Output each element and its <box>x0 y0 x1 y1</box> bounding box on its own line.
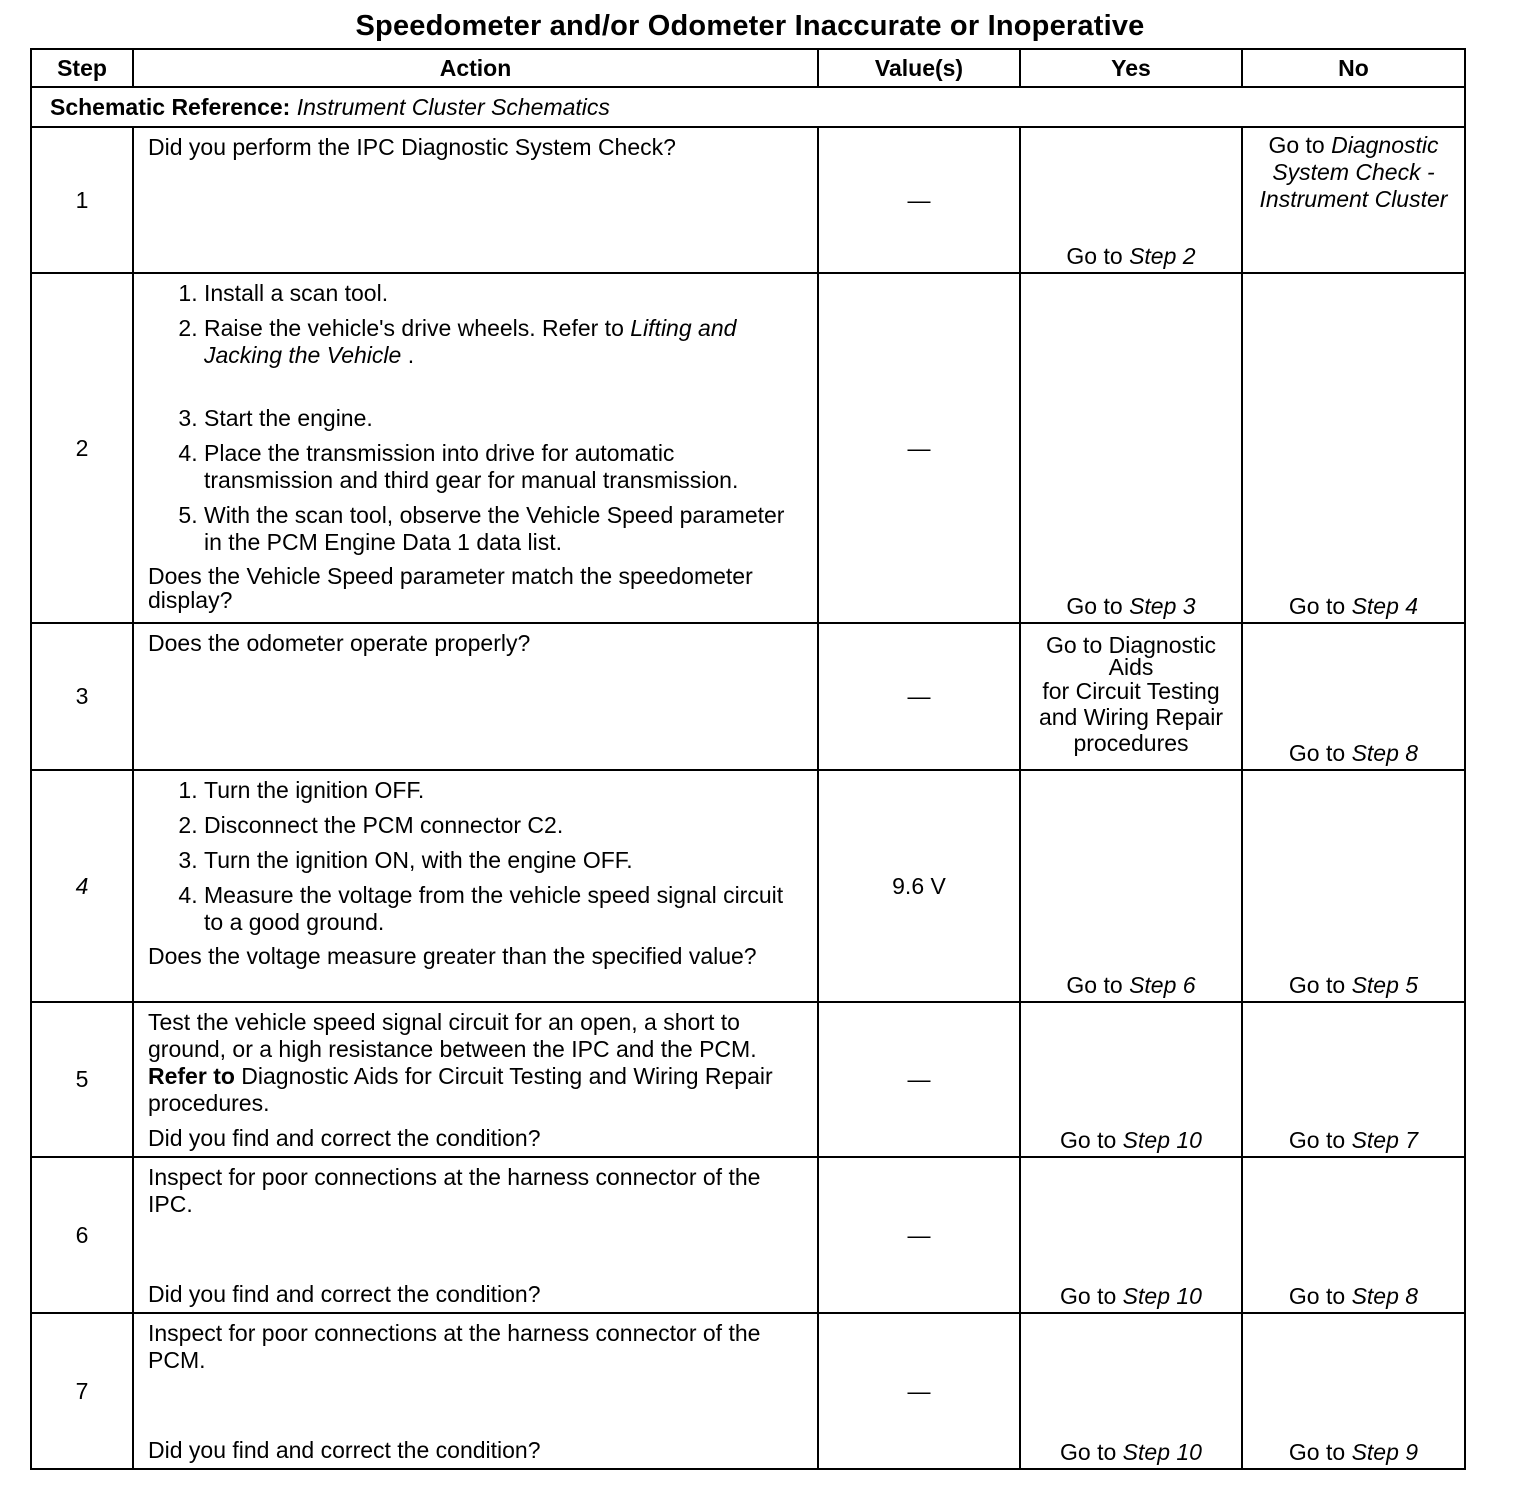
header-yes: Yes <box>1020 49 1242 87</box>
action-step: 2. Raise the vehicle's drive wheels. Refer to Lifting and Jacking the Vehicle . <box>204 315 805 369</box>
table-row <box>31 623 1465 770</box>
step-number: 6 <box>31 1157 133 1313</box>
value-cell: — <box>818 1157 1020 1313</box>
yes-step-link[interactable]: Step 3 <box>1129 593 1196 619</box>
no-cell: Go to Step 7 <box>1242 1002 1465 1157</box>
action-steps <box>148 280 805 556</box>
action-steps <box>148 777 805 936</box>
yes-cell: Go to Step 2 <box>1020 127 1242 273</box>
no-cell: Go to Step 4 <box>1242 273 1465 623</box>
yes-cell[interactable] <box>1020 623 1242 770</box>
yes-cell: Go to Step 10 <box>1020 1157 1242 1313</box>
yes-step-link[interactable]: Step 10 <box>1122 1127 1202 1153</box>
lifting-link[interactable]: Lifting and Jacking the Vehicle <box>204 315 737 368</box>
yes-cell: Go to Step 6 <box>1020 770 1242 1002</box>
schematic-reference <box>31 87 1465 127</box>
action-cell <box>133 127 818 273</box>
action-step: 5. With the scan tool, observe the Vehicle Speed parameter in the PCM Engine Data 1 data list. <box>204 502 805 556</box>
value-cell: — <box>818 1002 1020 1157</box>
yes-cell: Go to Step 10 <box>1020 1002 1242 1157</box>
no-step-link[interactable]: Step 4 <box>1351 593 1419 619</box>
schematic-row <box>31 87 1465 127</box>
action-step: 4. Measure the voltage from the vehicle speed signal circuit to a good ground. <box>204 882 805 936</box>
table-row <box>31 1002 1465 1157</box>
yes-line: for Circuit Testing <box>1042 678 1220 704</box>
value-cell: 9.6 V <box>818 770 1020 1002</box>
header-row <box>31 49 1465 87</box>
action-cell <box>133 1313 818 1469</box>
action-step: 2. Disconnect the PCM connector C2. <box>204 812 805 839</box>
diagnostic-aids-link[interactable]: Diagnostic Aids for Circuit Testing and Wiring Repair procedures. <box>148 1063 773 1116</box>
yes-line: and Wiring Repair <box>1038 704 1224 730</box>
value-cell: — <box>818 1313 1020 1469</box>
no-cell: Go to Step 8 <box>1242 623 1465 770</box>
table-row <box>31 1313 1465 1469</box>
step-number: 2 <box>31 273 133 623</box>
action-question: Did you perform the IPC Diagnostic System Check? <box>148 134 676 160</box>
table-row <box>31 273 1465 623</box>
no-cell: Go to Step 5 <box>1242 770 1465 1002</box>
step-number: 1 <box>31 127 133 273</box>
no-cell: Go to Step 8 <box>1242 1157 1465 1313</box>
yes-line: procedures <box>1073 730 1189 756</box>
no-step-link[interactable]: Diagnostic System Check - Instrument Cluster <box>1259 132 1448 212</box>
no-step-link[interactable]: Step 8 <box>1351 1283 1419 1309</box>
no-step-link[interactable]: Step 8 <box>1351 740 1419 766</box>
action-step: 1. Install a scan tool. <box>204 280 805 307</box>
action-cell <box>133 1002 818 1157</box>
header-action: Action <box>133 49 818 87</box>
value-cell: — <box>818 127 1020 273</box>
header-no: No <box>1242 49 1465 87</box>
yes-step-link[interactable]: Step 2 <box>1129 243 1196 269</box>
action-question: Did you find and correct the condition? <box>148 1437 541 1463</box>
step-number: 7 <box>31 1313 133 1469</box>
yes-step-link[interactable]: Step 10 <box>1122 1439 1202 1465</box>
step-number: 5 <box>31 1002 133 1157</box>
yes-step-link[interactable]: Step 6 <box>1129 972 1196 998</box>
action-step: 4. Place the transmission into drive for automatic transmission and third gear for manual transmission. <box>204 440 805 494</box>
action-step: 3. Turn the ignition ON, with the engine OFF. <box>204 847 805 874</box>
no-cell: Go to Diagnostic System Check - Instrument Cluster <box>1242 127 1465 273</box>
action-text: Inspect for poor connections at the harness connector of the IPC. <box>148 1164 761 1217</box>
header-step: Step <box>31 49 133 87</box>
header-values: Value(s) <box>818 49 1020 87</box>
schematic-link[interactable]: Instrument Cluster Schematics <box>296 93 610 120</box>
yes-line: Go to Diagnostic <box>1045 632 1217 658</box>
action-text: Inspect for poor connections at the harness connector of the PCM. <box>148 1320 761 1373</box>
action-question: Does the voltage measure greater than the specified value? <box>148 943 757 969</box>
page-title: Speedometer and/or Odometer Inaccurate or Inoperative <box>355 10 1145 42</box>
no-step-link[interactable]: Step 7 <box>1351 1127 1419 1153</box>
yes-step-link[interactable]: Step 10 <box>1122 1283 1202 1309</box>
action-question: Did you find and correct the condition? <box>148 1125 541 1151</box>
no-cell: Go to Step 9 <box>1242 1313 1465 1469</box>
yes-line: Aids <box>1108 654 1154 680</box>
action-cell <box>133 1157 818 1313</box>
action-cell <box>133 770 818 1002</box>
action-text: Test the vehicle speed signal circuit for an open, a short to ground, or a high resistance between the IPC and the PCM. Refer to Diagnostic Aids for Circuit Testing and Wiring Repair procedures. <box>148 1009 773 1116</box>
yes-cell: Go to Step 3 <box>1020 273 1242 623</box>
diagnostic-table <box>30 48 1466 1470</box>
yes-cell: Go to Step 10 <box>1020 1313 1242 1469</box>
action-step: 1. Turn the ignition OFF. <box>204 777 805 804</box>
schematic-label: Schematic Reference: <box>50 93 291 120</box>
value-cell: — <box>818 623 1020 770</box>
no-step-link[interactable]: Step 5 <box>1351 972 1419 998</box>
action-cell <box>133 273 818 623</box>
table-row <box>31 770 1465 1002</box>
action-step: 3. Start the engine. <box>204 405 805 432</box>
action-question: Does the odometer operate properly? <box>148 630 531 656</box>
no-step-link[interactable]: Step 9 <box>1351 1439 1419 1465</box>
action-question: Did you find and correct the condition? <box>148 1281 541 1307</box>
step-number: 4 <box>31 770 133 1002</box>
table-row <box>31 1157 1465 1313</box>
step-number: 3 <box>31 623 133 770</box>
value-cell: — <box>818 273 1020 623</box>
action-cell <box>133 623 818 770</box>
action-question: Does the Vehicle Speed parameter match the speedometer display? <box>148 563 753 613</box>
table-row <box>31 127 1465 273</box>
